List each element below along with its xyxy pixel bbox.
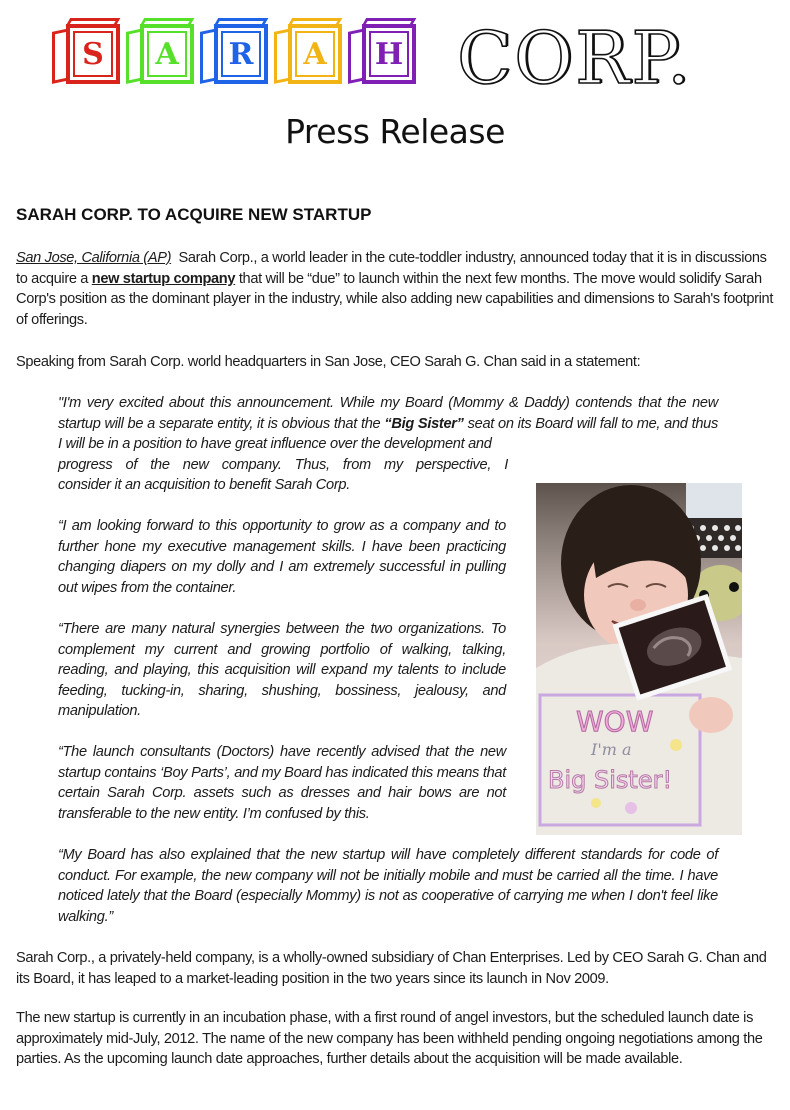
quote-1: "I'm very excited about this announcement. While my Board (Mommy & Daddy) contends that the new startup will be a separate entity, it is obvious that the “Big Sister” seat on its Board will fall to me, and thus I will be in a position to have great influence over the development and: [58, 395, 718, 453]
letter-block-r: [200, 20, 268, 86]
block-letter: R: [228, 36, 254, 72]
block-letter: S: [82, 36, 104, 72]
page-title: Press Release: [285, 112, 505, 151]
corp-wordmark: CORP.: [457, 16, 693, 100]
speaking-paragraph: Speaking from Sarah Corp. world headquarters in San Jose, CEO Sarah G. Chan said in a statement:: [16, 354, 641, 370]
closing-paragraph: The new startup is currently in an incubation phase, with a first round of angel investors, but the scheduled launch date is approximately mid-July, 2012. The name of the new company has been withheld pending ongoing negotiations among the parties. As the upcoming launch date approaches, further details about the acquisition will be made available.: [16, 1010, 763, 1068]
intro-paragraph: San Jose, California (AP) Sarah Corp., a world leader in the cute-toddler industry, announced today that it is in discussions to acquire a new startup company that will be “due” to launch within the next few months. The move would solidify Sarah Corp's position as the dominant player in the industry, while also adding new capabilities and dimensions to Sarah's footprint of offerings.: [16, 250, 774, 328]
headline: SARAH CORP. TO ACQUIRE NEW STARTUP: [16, 205, 372, 224]
dateline: San Jose, California (AP): [16, 250, 172, 266]
new-startup-link[interactable]: new startup company: [91, 270, 236, 287]
svg-text:Big Sister!: Big Sister!: [548, 766, 673, 794]
block-letter: A: [303, 36, 327, 72]
letter-block-s: [52, 20, 120, 86]
quote-1-line-5: consider it an acquisition to benefit Sarah Corp.: [58, 477, 350, 493]
about-paragraph: Sarah Corp., a privately-held company, is a wholly-owned subsidiary of Chan Enterprises. Led by CEO Sarah G. Chan and its Board, it has leaped to a market-leading position in the two years since its launch in Nov 2009.: [16, 950, 767, 987]
quote-3: “There are many natural synergies between the two organizations. To complement my current and growing portfolio of walking, talking, reading, and playing, this acquisition will expand my talents to include feeding, tucking-in, sharing, shushing, bossiness, jealousy, and manipulation.: [58, 621, 506, 720]
letter-block-h: [348, 20, 416, 86]
letter-block-a: [126, 20, 194, 86]
block-letter: A: [155, 36, 179, 72]
big-sister-emphasis: “Big Sister”: [384, 415, 464, 432]
svg-text:WOW: WOW: [576, 705, 654, 738]
svg-text:I'm a: I'm a: [591, 740, 632, 759]
quote-1-line-4: progress of the new company. Thus, from my perspective, I: [58, 457, 508, 473]
toddler-photo: [536, 483, 742, 835]
block-letter: H: [374, 36, 404, 72]
letter-blocks: [52, 20, 416, 86]
photo-illustration: [536, 483, 742, 835]
quote-4: “The launch consultants (Doctors) have recently advised that the new startup contains ‘Boy Parts’, and my Board has indicated this means that certain Sarah Corp. assets such as dresses and hair bows are not transferable to the new entity. I’m confused by this.: [58, 744, 506, 822]
letter-block-a2: [274, 20, 342, 86]
quote-2: “I am looking forward to this opportunity to grow as a company and to further hone my executive management skills. I have been practicing changing diapers on my dolly and I am extremely successful in pulling out wipes from the container.: [58, 518, 506, 596]
company-logo: [52, 16, 702, 100]
quote-5: “My Board has also explained that the new startup will have completely different standards for code of conduct. For example, the new company will not be initially mobile and must be carried all the time. I have noticed lately that the Board (especially Mommy) is not as cooperative of carrying me when I don't feel like walking.”: [58, 847, 718, 925]
